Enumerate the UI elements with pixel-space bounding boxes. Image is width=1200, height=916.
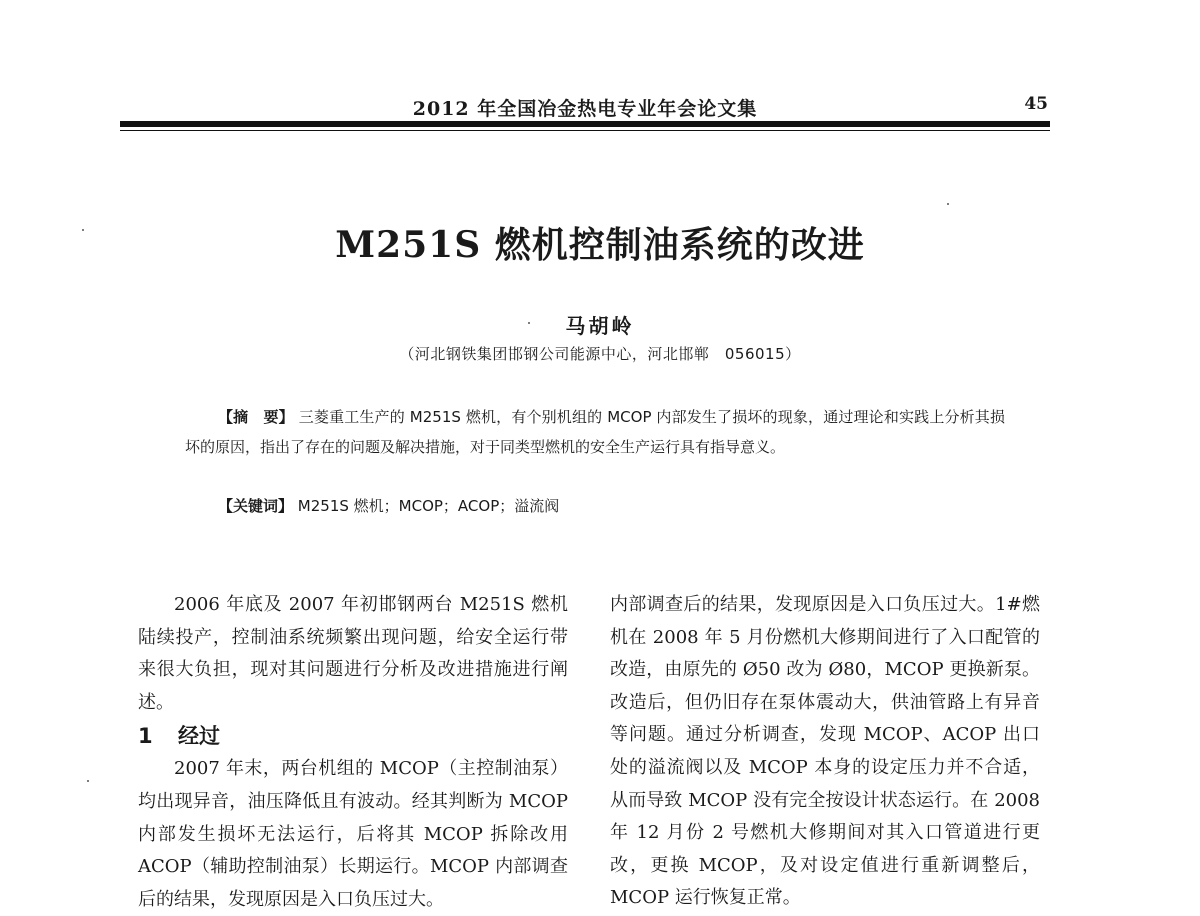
- author-name: 马胡岭: [565, 314, 635, 338]
- body-column-left: [138, 589, 568, 916]
- scan-speck: [947, 203, 949, 205]
- keywords-label: 【关键词】: [218, 497, 294, 515]
- running-title: 2012 年全国冶金热电专业年会论文集: [412, 98, 758, 120]
- article-title: M251S 燃机控制油系统的改进: [335, 224, 865, 266]
- header-rule-thick: [120, 121, 1050, 127]
- abstract: [185, 402, 1005, 462]
- abstract-text: 三菱重工生产的 M251S 燃机，有个别机组的 MCOP 内部发生了损坏的现象，通过理论和实践上分析其损坏的原因，指出了存在的问题及解决措施，对于同类型燃机的安全生产运行具有指导意义。: [185, 408, 1005, 456]
- section-paragraph: 2007 年末，两台机组的 MCOP（主控制油泵）均出现异音，油压降低且有波动。经其判断为 MCOP 内部发生损坏无法运行，后将其 MCOP 拆除改用 ACOP（辅助控制油泵）长期运行。MCOP 内部调查后的结果，发现原因是入口负压过大。: [138, 758, 568, 910]
- abstract-label: 【摘 要】: [218, 408, 294, 426]
- intro-paragraph: 2006 年底及 2007 年初邯钢两台 M251S 燃机陆续投产，控制油系统频繁出现问题，给安全运行带来很大负担，现对其问题进行分析及改进措施进行阐述。: [138, 594, 568, 713]
- scan-speck: [87, 780, 89, 782]
- section-number: 1: [138, 724, 153, 749]
- section-heading: [138, 719, 568, 753]
- scan-speck: [528, 322, 530, 324]
- page-number: 45: [1024, 94, 1048, 114]
- body-column-right: [610, 589, 1040, 915]
- header-rule-thin: [120, 130, 1050, 131]
- continued-paragraph: 内部调查后的结果，发现原因是入口负压过大。1#燃机在 2008 年 5 月份燃机大修期间进行了入口配管的改造，由原先的 Ø50 改为 Ø80，MCOP 更换新泵。改造后，但仍旧存在泵体震动大，供油管路上有异音等问题。通过分析调查，发现 MCOP、ACOP 出口处的溢流阀以及 MCOP 本身的设定压力并不合适，从而导致 MCOP 没有完全按设计状态运行。在 2008 年 12 月份 2 号燃机大修期间对其入口管道进行更改，更换 MCOP，及对设定值进行重新调整后，MCOP 运行恢复正常。: [610, 594, 1040, 909]
- author-affiliation: （河北钢铁集团邯钢公司能源中心，河北邯郸 056015）: [399, 345, 801, 363]
- keywords: [185, 491, 1005, 521]
- scan-speck: [82, 229, 84, 231]
- running-head: [120, 86, 1050, 120]
- section-title: 经过: [178, 724, 220, 749]
- keywords-text: M251S 燃机；MCOP；ACOP；溢流阀: [297, 497, 560, 515]
